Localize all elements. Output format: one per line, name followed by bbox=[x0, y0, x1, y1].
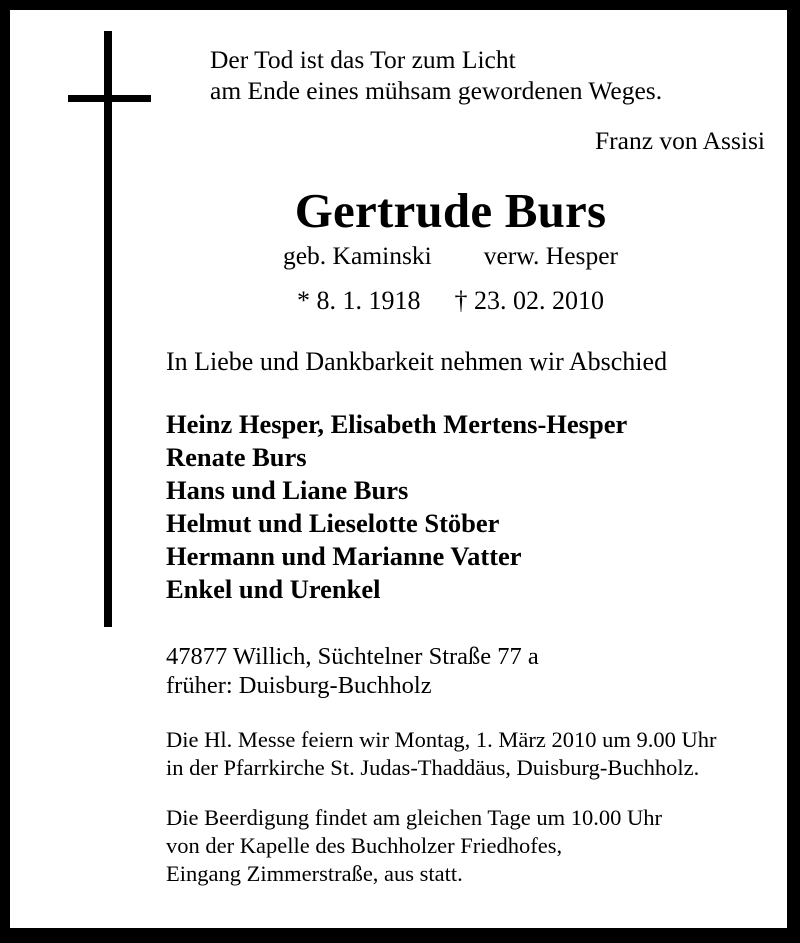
survivor-line: Enkel und Urenkel bbox=[166, 574, 381, 604]
family-address bbox=[156, 606, 787, 700]
death-date: 23. 02. 2010 bbox=[474, 286, 604, 315]
survivor-line: Helmut und Lieselotte Stöber bbox=[166, 508, 500, 538]
maiden-name-label: geb. Kaminski bbox=[282, 241, 432, 270]
burial-line-3: Eingang Zimmerstraße, aus statt. bbox=[166, 861, 463, 886]
widowed-name-label: verw. Hesper bbox=[483, 241, 619, 270]
survivor-line: Hermann und Marianne Vatter bbox=[166, 541, 522, 571]
life-dates bbox=[156, 271, 745, 316]
survivor-line: Hans und Liane Burs bbox=[166, 475, 409, 505]
cross-horizontal-bar bbox=[68, 95, 151, 102]
deceased-name-block bbox=[156, 156, 787, 316]
deceased-alternate-names bbox=[156, 239, 745, 271]
quote-attribution: Franz von Assisi bbox=[594, 126, 765, 155]
survivors-list bbox=[156, 377, 787, 606]
service-line-2: in der Pfarrkirche St. Judas-Thaddäus, Duisburg-Buchholz. bbox=[166, 755, 700, 780]
burial-line-1: Die Beerdigung findet am gleichen Tage um 10.00 Uhr bbox=[166, 805, 662, 830]
farewell-text: In Liebe und Dankbarkeit nehmen wir Abschied bbox=[166, 347, 668, 376]
cross-vertical-bar bbox=[104, 31, 112, 627]
memorial-service-info bbox=[156, 700, 787, 782]
birth-symbol: * bbox=[297, 286, 310, 315]
address-line-2: früher: Duisburg-Buchholz bbox=[166, 672, 432, 699]
burial-info bbox=[156, 782, 787, 888]
survivor-line: Heinz Hesper, Elisabeth Mertens-Hesper bbox=[166, 409, 628, 439]
service-line-1: Die Hl. Messe feiern wir Montag, 1. März 2010 um 9.00 Uhr bbox=[166, 727, 717, 752]
memorial-quote-line-2: am Ende eines mühsam gewordenen Weges. bbox=[210, 76, 663, 105]
memorial-quote bbox=[156, 10, 787, 106]
address-line-1: 47877 Willich, Süchtelner Straße 77 a bbox=[166, 643, 539, 670]
burial-line-2: von der Kapelle des Buchholzer Friedhofes, bbox=[166, 833, 563, 858]
death-symbol: † bbox=[454, 286, 468, 315]
christian-cross-icon bbox=[10, 10, 170, 650]
birth-date: 8. 1. 1918 bbox=[316, 286, 421, 315]
notice-content bbox=[156, 10, 787, 928]
memorial-quote-line-1: Der Tod ist das Tor zum Licht bbox=[210, 45, 516, 74]
notice-paper bbox=[10, 10, 787, 928]
survivor-line: Renate Burs bbox=[166, 442, 307, 472]
deceased-name: Gertrude Burs bbox=[294, 183, 607, 238]
